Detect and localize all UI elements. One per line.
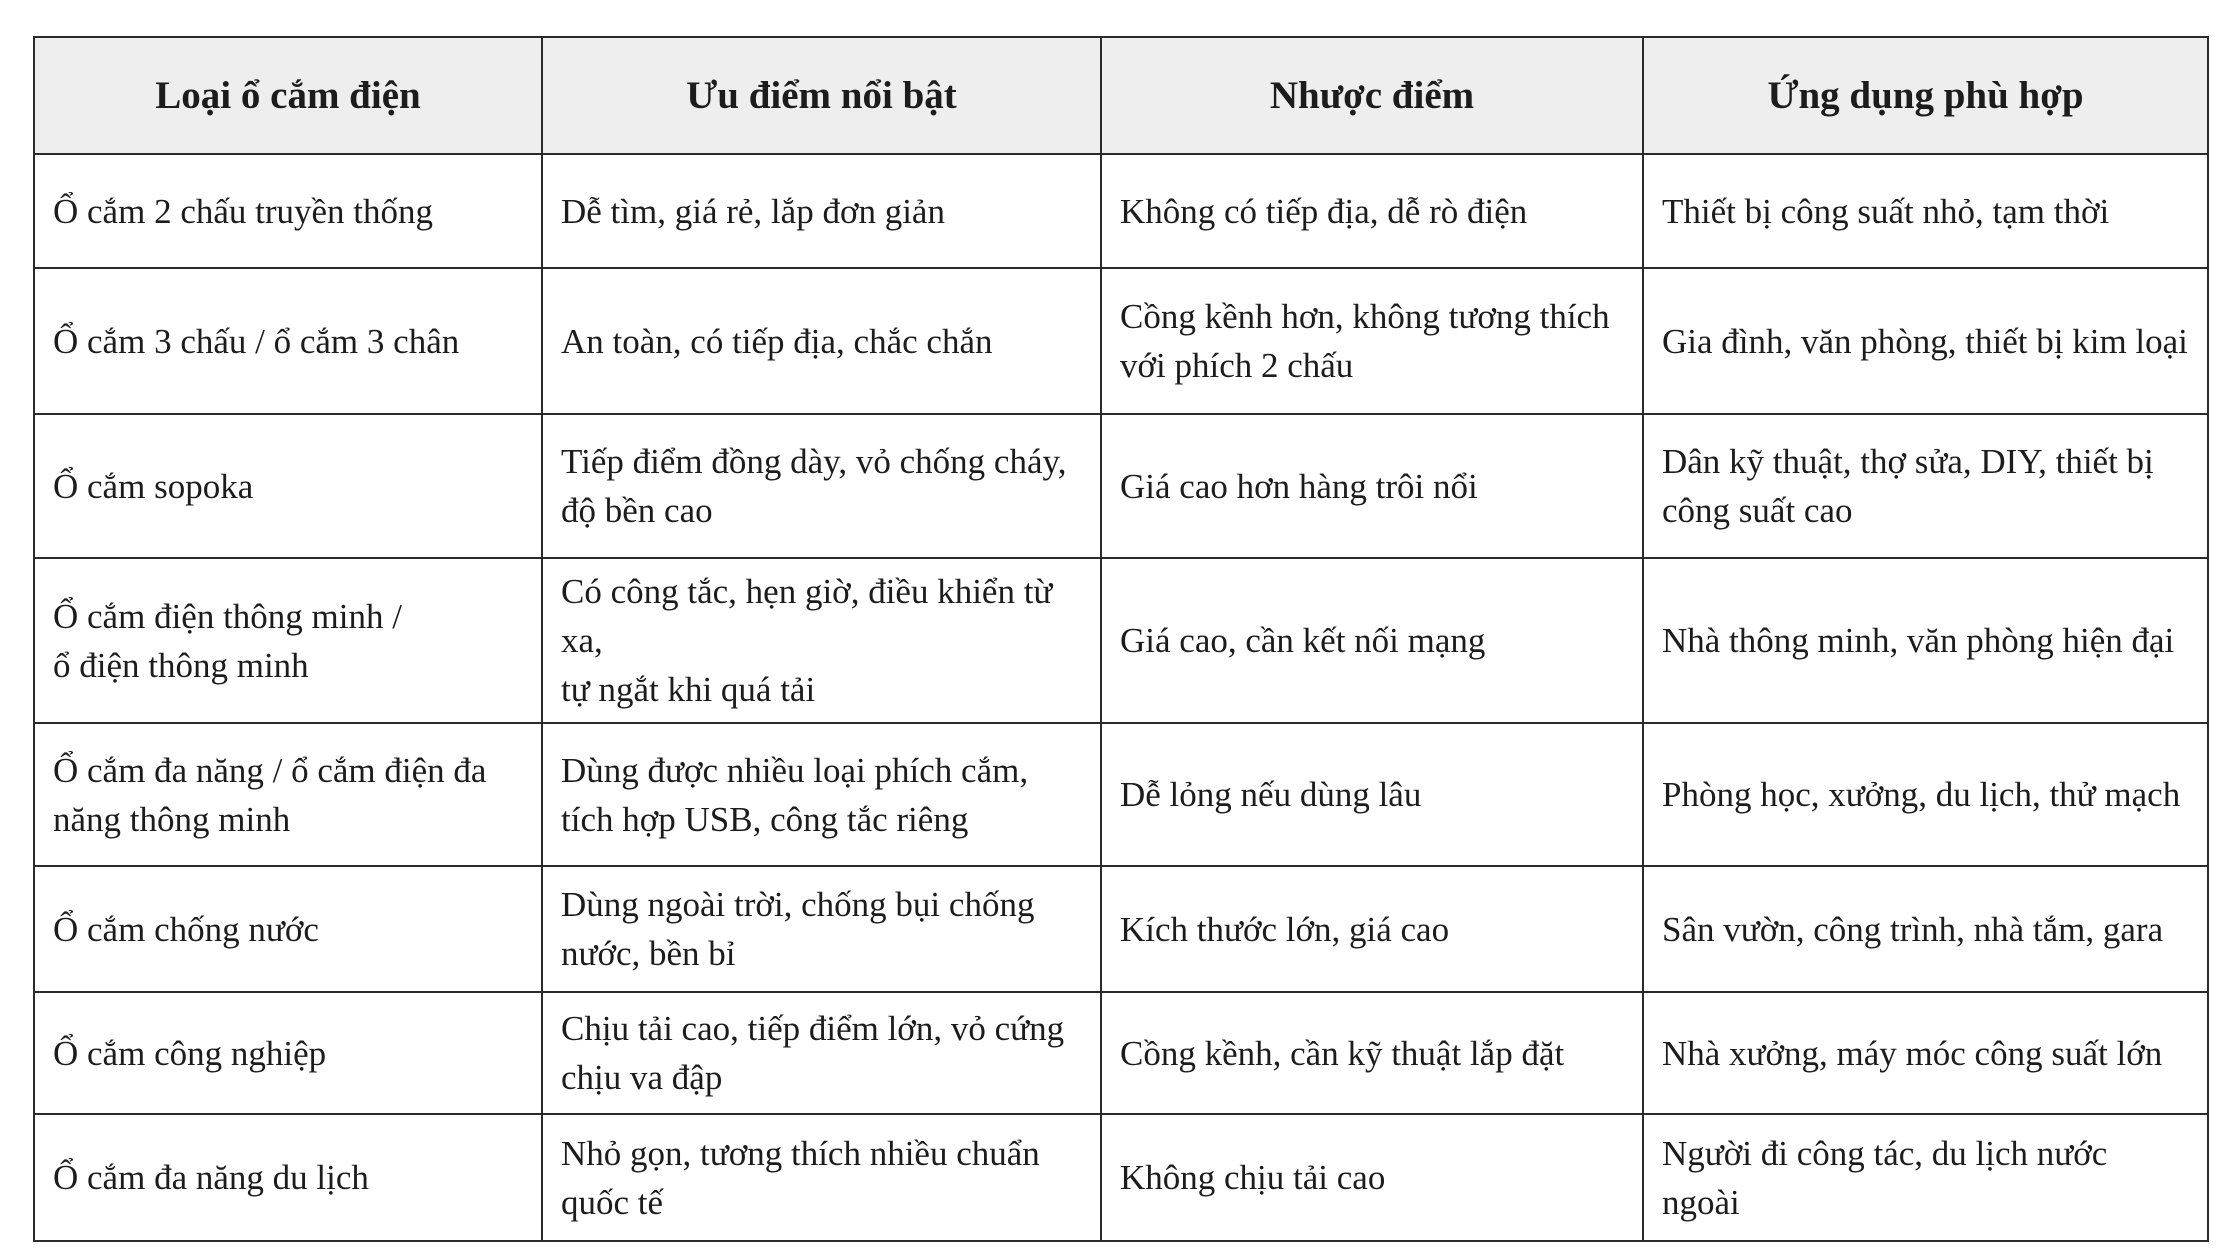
header-socket-type: Loại ổ cắm điện	[34, 37, 542, 154]
cell-applications: Thiết bị công suất nhỏ, tạm thời	[1643, 154, 2208, 268]
cell-advantages: Tiếp điểm đồng dày, vỏ chống cháy, độ bền cao	[542, 414, 1101, 558]
table-row	[34, 414, 2208, 558]
cell-socket-type: Ổ cắm công nghiệp	[34, 992, 542, 1114]
table-row	[34, 1114, 2208, 1241]
cell-advantages: An toàn, có tiếp địa, chắc chắn	[542, 268, 1101, 414]
cell-disadvantages: Dễ lỏng nếu dùng lâu	[1101, 723, 1643, 866]
cell-advantages: Dùng được nhiều loại phích cắm, tích hợp USB, công tắc riêng	[542, 723, 1101, 866]
cell-advantages: Chịu tải cao, tiếp điểm lớn, vỏ cứng chịu va đập	[542, 992, 1101, 1114]
header-applications: Ứng dụng phù hợp	[1643, 37, 2208, 154]
table-row	[34, 268, 2208, 414]
cell-socket-type: Ổ cắm chống nước	[34, 866, 542, 992]
table-row	[34, 866, 2208, 992]
cell-advantages: Nhỏ gọn, tương thích nhiều chuẩn quốc tế	[542, 1114, 1101, 1241]
cell-applications: Sân vườn, công trình, nhà tắm, gara	[1643, 866, 2208, 992]
cell-socket-type: Ổ cắm sopoka	[34, 414, 542, 558]
cell-applications: Người đi công tác, du lịch nước ngoài	[1643, 1114, 2208, 1241]
cell-socket-type: Ổ cắm điện thông minh / ổ điện thông minh	[34, 558, 542, 723]
table-row	[34, 558, 2208, 723]
table-body	[34, 154, 2208, 1241]
cell-disadvantages: Không chịu tải cao	[1101, 1114, 1643, 1241]
cell-applications: Phòng học, xưởng, du lịch, thử mạch	[1643, 723, 2208, 866]
table-row	[34, 992, 2208, 1114]
table-header	[34, 37, 2208, 154]
cell-applications: Nhà thông minh, văn phòng hiện đại	[1643, 558, 2208, 723]
comparison-table	[33, 36, 2209, 1242]
cell-socket-type: Ổ cắm 2 chấu truyền thống	[34, 154, 542, 268]
header-disadvantages: Nhược điểm	[1101, 37, 1643, 154]
cell-advantages: Dùng ngoài trời, chống bụi chống nước, bền bỉ	[542, 866, 1101, 992]
table-row	[34, 154, 2208, 268]
cell-socket-type: Ổ cắm đa năng / ổ cắm điện đa năng thông minh	[34, 723, 542, 866]
cell-advantages: Dễ tìm, giá rẻ, lắp đơn giản	[542, 154, 1101, 268]
cell-disadvantages: Kích thước lớn, giá cao	[1101, 866, 1643, 992]
cell-disadvantages: Giá cao hơn hàng trôi nổi	[1101, 414, 1643, 558]
cell-disadvantages: Cồng kềnh, cần kỹ thuật lắp đặt	[1101, 992, 1643, 1114]
cell-advantages: Có công tắc, hẹn giờ, điều khiển từ xa, tự ngắt khi quá tải	[542, 558, 1101, 723]
table-row	[34, 723, 2208, 866]
cell-socket-type: Ổ cắm đa năng du lịch	[34, 1114, 542, 1241]
cell-disadvantages: Giá cao, cần kết nối mạng	[1101, 558, 1643, 723]
cell-applications: Gia đình, văn phòng, thiết bị kim loại	[1643, 268, 2208, 414]
cell-disadvantages: Cồng kềnh hơn, không tương thích với phích 2 chấu	[1101, 268, 1643, 414]
cell-applications: Dân kỹ thuật, thợ sửa, DIY, thiết bị công suất cao	[1643, 414, 2208, 558]
cell-disadvantages: Không có tiếp địa, dễ rò điện	[1101, 154, 1643, 268]
cell-socket-type: Ổ cắm 3 chấu / ổ cắm 3 chân	[34, 268, 542, 414]
header-advantages: Ưu điểm nổi bật	[542, 37, 1101, 154]
cell-applications: Nhà xưởng, máy móc công suất lớn	[1643, 992, 2208, 1114]
header-row	[34, 37, 2208, 154]
